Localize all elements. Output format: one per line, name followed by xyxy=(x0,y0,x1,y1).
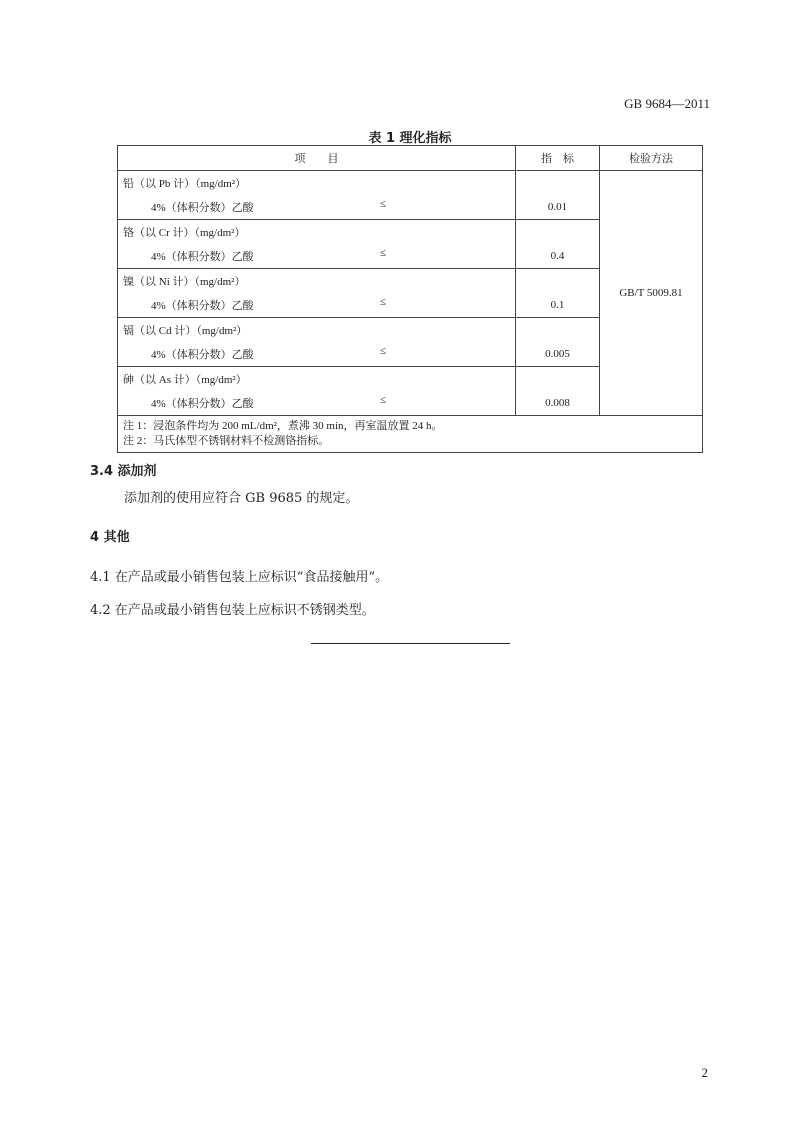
item-name: 镉（以 Cd 计）（mg/dm²） xyxy=(123,325,248,337)
item-medium: 4%（体积分数）乙酸 xyxy=(151,398,254,410)
physicochemical-table xyxy=(117,145,703,453)
column-header-index: 指 标 xyxy=(516,146,600,171)
item-name: 铅（以 Pb 计）（mg/dm²） xyxy=(123,178,247,190)
limit-value: 0.1 xyxy=(516,269,600,318)
limit-value: 0.4 xyxy=(516,220,600,269)
item-medium: 4%（体积分数）乙酸 xyxy=(151,349,254,361)
table-caption: 表 1 理化指标 xyxy=(368,131,452,146)
column-header-method: 检验方法 xyxy=(600,146,703,171)
item-medium: 4%（体积分数）乙酸 xyxy=(151,202,254,214)
item-name: 镍（以 Ni 计）（mg/dm²） xyxy=(123,276,246,288)
item-name: 铬（以 Cr 计）（mg/dm²） xyxy=(123,227,246,239)
limit-value: 0.008 xyxy=(516,367,600,416)
item-cell xyxy=(118,171,516,220)
notes-cell xyxy=(118,416,703,453)
section-3-4-text: 添加剂的使用应符合 GB 9685 的规定。 xyxy=(124,491,359,506)
item-name: 砷（以 As 计）（mg/dm²） xyxy=(123,374,247,386)
section-4-1: 4.1 在产品或最小销售包装上应标识“食品接触用”。 xyxy=(90,570,389,585)
operator: ≤ xyxy=(380,247,387,259)
limit-value: 0.01 xyxy=(516,171,600,220)
table-row xyxy=(118,171,703,220)
page-number: 2 xyxy=(701,1065,708,1080)
operator: ≤ xyxy=(380,296,387,308)
item-cell xyxy=(118,220,516,269)
item-medium: 4%（体积分数）乙酸 xyxy=(151,300,254,312)
document-code: GB 9684—2011 xyxy=(624,96,710,111)
section-4-2: 4.2 在产品或最小销售包装上应标识不锈钢类型。 xyxy=(90,603,375,618)
section-4-title: 4 其他 xyxy=(90,530,130,545)
column-header-item: 项 目 xyxy=(118,146,516,171)
limit-value: 0.005 xyxy=(516,318,600,367)
section-3-4-title: 3.4 添加剂 xyxy=(90,464,157,479)
operator: ≤ xyxy=(380,394,387,406)
operator: ≤ xyxy=(380,198,387,210)
notes-row xyxy=(118,416,703,453)
operator: ≤ xyxy=(380,345,387,357)
test-method: GB/T 5009.81 xyxy=(600,171,703,416)
item-medium: 4%（体积分数）乙酸 xyxy=(151,251,254,263)
item-cell xyxy=(118,318,516,367)
item-cell xyxy=(118,367,516,416)
note-2: 注 2：马氏体型不锈钢材料不检测铬指标。 xyxy=(123,435,330,447)
end-rule xyxy=(311,643,510,644)
note-1: 注 1：浸泡条件均为 200 mL/dm²，煮沸 30 min，再室温放置 24 h。 xyxy=(123,420,443,432)
item-cell xyxy=(118,269,516,318)
table-header-row xyxy=(118,146,703,171)
